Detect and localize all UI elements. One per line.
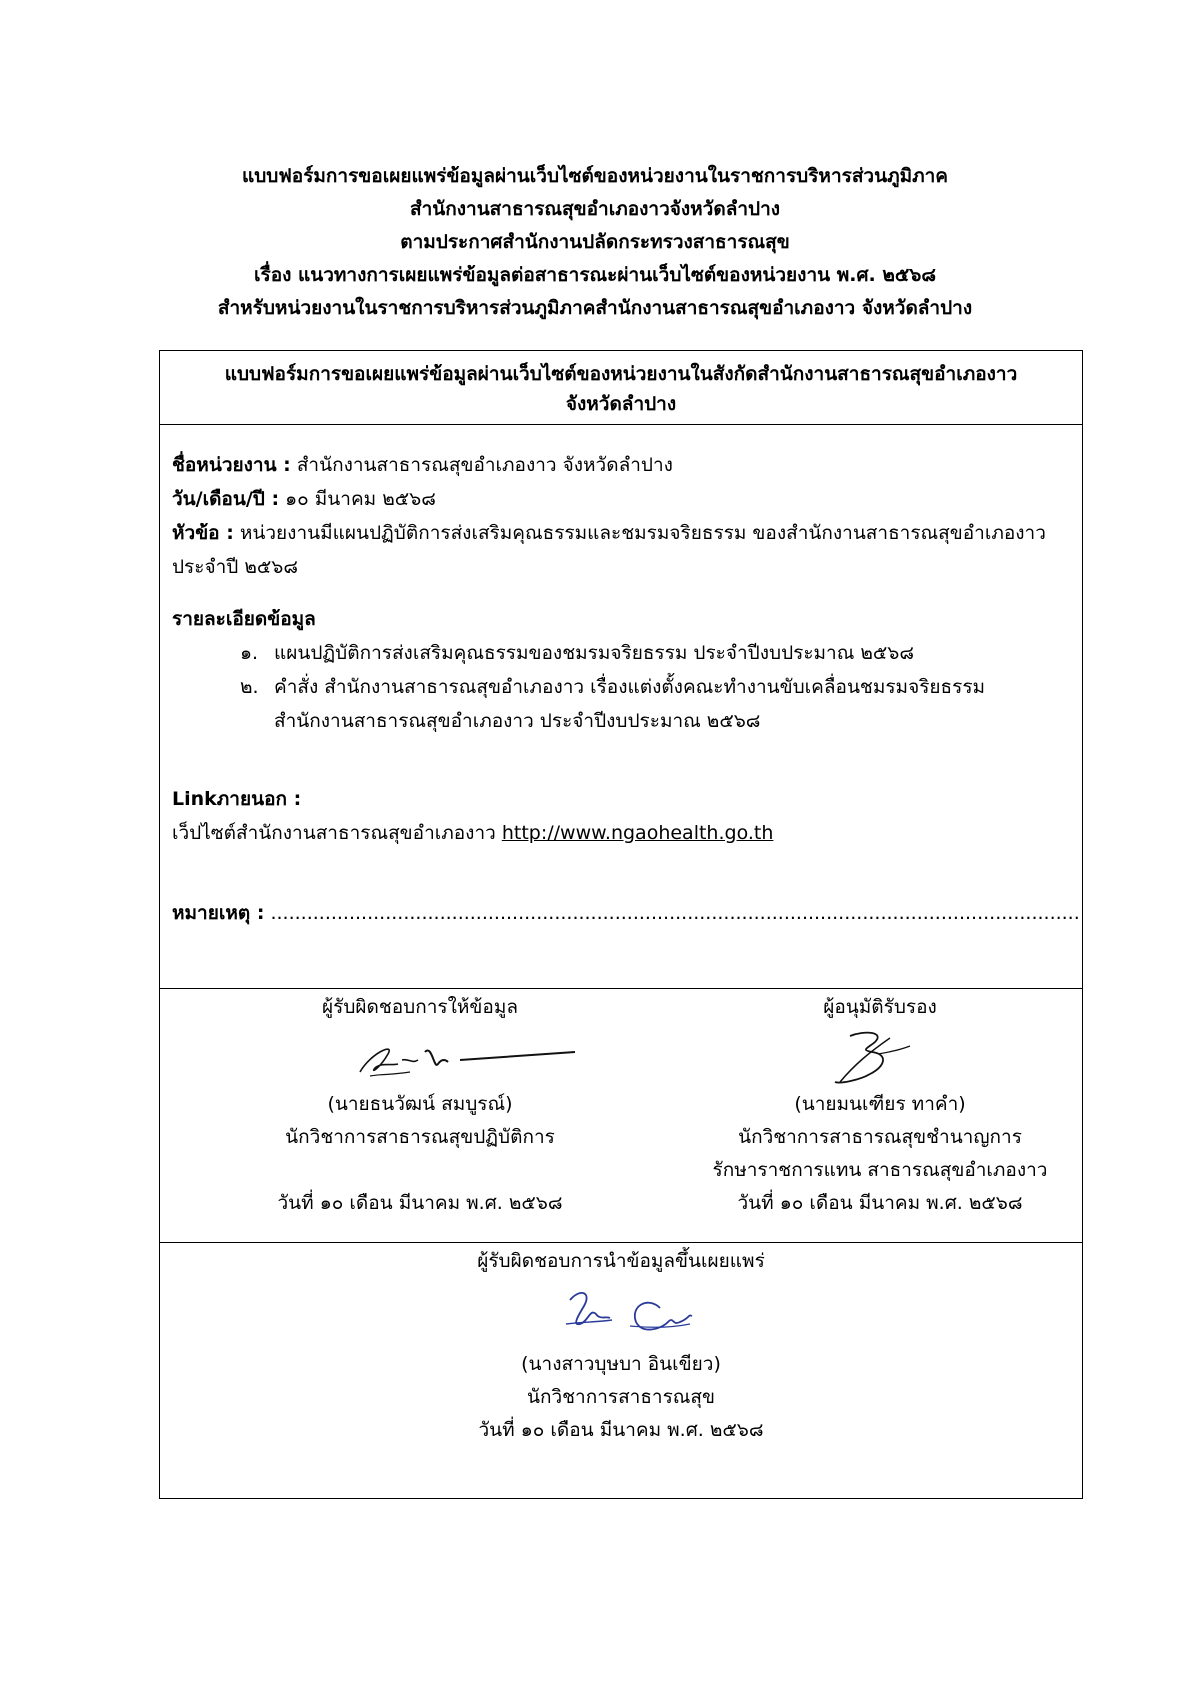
topic-value-cont: ประจำปี ๒๕๖๘ xyxy=(172,556,298,578)
agency-value: สำนักงานสาธารณสุขอำเภองาว จังหวัดลำปาง xyxy=(290,454,673,476)
provider-signature-image xyxy=(220,1024,620,1088)
approver-name: (นายมนเฑียร ทาคำ) xyxy=(794,1093,966,1115)
approver-acting: รักษาราชการแทน สาธารณสุขอำเภองาว xyxy=(712,1159,1048,1181)
publisher-block xyxy=(160,1243,1082,1447)
list-item-text: คำสั่ง สำนักงานสาธารณสุขอำเภองาว เรื่องแต่งตั้งคณะทำงานขับเคลื่อนชมรมจริยธรรม xyxy=(274,676,986,698)
approver-position: นักวิชาการสาธารณสุขชำนาญการ xyxy=(738,1126,1022,1148)
header-line-3: ตามประกาศสำนักงานปลัดกระทรวงสาธารณสุข xyxy=(400,231,790,253)
provider-date: วันที่ ๑๐ เดือน มีนาคม พ.ศ. ๒๕๖๘ xyxy=(277,1192,563,1214)
signature-section xyxy=(160,989,1082,1243)
form-title-line-1: แบบฟอร์มการขอเผยแพร่ข้อมูลผ่านเว็บไซต์ของหน่วยงานในสังกัดสำนักงานสาธารณสุขอำเภองาว xyxy=(224,363,1018,385)
list-item xyxy=(172,636,1070,670)
approver-date: วันที่ ๑๐ เดือน มีนาคม พ.ศ. ๒๕๖๘ xyxy=(737,1192,1023,1214)
provider-name: (นายธนวัฒน์ สมบูรณ์) xyxy=(327,1093,513,1115)
topic-value: หน่วยงานมีแผนปฏิบัติการส่งเสริมคุณธรรมและชมรมจริยธรรม ของสำนักงานสาธารณสุขอำเภองาว xyxy=(233,522,1046,544)
note-row xyxy=(172,896,1080,930)
signature-approver xyxy=(690,989,1070,1220)
approver-role: ผู้อนุมัติรับรอง xyxy=(823,996,937,1018)
header-line-5: สำหรับหน่วยงานในราชการบริหารส่วนภูมิภาคสำนักงานสาธารณสุขอำเภองาว จังหวัดลำปาง xyxy=(217,297,973,319)
topic-label: หัวข้อ : xyxy=(172,522,234,544)
form-title-line-2: จังหวัดลำปาง xyxy=(565,393,677,415)
details-label: รายละเอียดข้อมูล xyxy=(172,608,316,630)
publisher-name: (นางสาวบุษบา อินเขียว) xyxy=(521,1353,721,1375)
provider-role: ผู้รับผิดชอบการให้ข้อมูล xyxy=(322,996,518,1018)
document-header xyxy=(120,160,1070,325)
header-line-2: สำนักงานสาธารณสุขอำเภองาวจังหวัดลำปาง xyxy=(409,198,781,220)
date-row xyxy=(172,482,1070,516)
date-value: ๑๐ มีนาคม ๒๕๖๘ xyxy=(279,488,436,510)
agency-label: ชื่อหน่วยงาน : xyxy=(172,454,291,476)
form-body-section xyxy=(160,425,1082,989)
external-link[interactable]: http://www.ngaohealth.go.th xyxy=(501,822,774,844)
date-label: วัน/เดือน/ปี : xyxy=(172,488,280,510)
provider-position: นักวิชาการสาธารณสุขปฏิบัติการ xyxy=(285,1126,555,1148)
topic-row xyxy=(172,516,1070,550)
list-item-number: ๑. xyxy=(240,642,259,664)
form-table xyxy=(159,350,1083,1499)
publisher-position: นักวิชาการสาธารณสุข xyxy=(526,1386,716,1408)
signature-provider xyxy=(220,989,620,1220)
signature-scribble xyxy=(160,1278,1084,1348)
publisher-section xyxy=(160,1243,1082,1498)
list-item-number: ๒. xyxy=(240,676,259,698)
approver-signature-image xyxy=(690,1024,1070,1088)
list-item xyxy=(172,670,1070,704)
signature-scribble xyxy=(220,1024,620,1088)
list-item-cont: สำนักงานสาธารณสุขอำเภองาว ประจำปีงบประมาณ ๒๕๖๘ xyxy=(274,710,761,732)
form-title-section xyxy=(160,351,1082,425)
header-line-4: เรื่อง แนวทางการเผยแพร่ข้อมูลต่อสาธารณะผ่านเว็บไซต์ของหน่วยงาน พ.ศ. ๒๕๖๘ xyxy=(254,264,936,286)
agency-row xyxy=(172,448,1070,482)
publisher-role: ผู้รับผิดชอบการนำข้อมูลขึ้นเผยแพร่ xyxy=(477,1250,765,1272)
external-link-text: เว็ปไซต์สำนักงานสาธารณสุขอำเภองาว xyxy=(172,822,502,844)
publisher-signature-image xyxy=(160,1278,1082,1348)
publisher-date: วันที่ ๑๐ เดือน มีนาคม พ.ศ. ๒๕๖๘ xyxy=(478,1419,764,1441)
list-item-text: แผนปฏิบัติการส่งเสริมคุณธรรมของชมรมจริยธรรม ประจำปีงบประมาณ ๒๕๖๘ xyxy=(274,642,915,664)
note-dots: ...................................................................................................................................... xyxy=(264,902,1080,924)
external-link-label: Linkภายนอก : xyxy=(172,788,302,810)
details-list xyxy=(172,636,1070,738)
header-line-1: แบบฟอร์มการขอเผยแพร่ข้อมูลผ่านเว็บไซต์ของหน่วยงานในราชการบริหารส่วนภูมิภาค xyxy=(241,165,949,187)
signature-scribble xyxy=(690,1024,1070,1088)
note-label: หมายเหตุ : xyxy=(172,902,265,924)
external-link-row xyxy=(172,816,1070,850)
